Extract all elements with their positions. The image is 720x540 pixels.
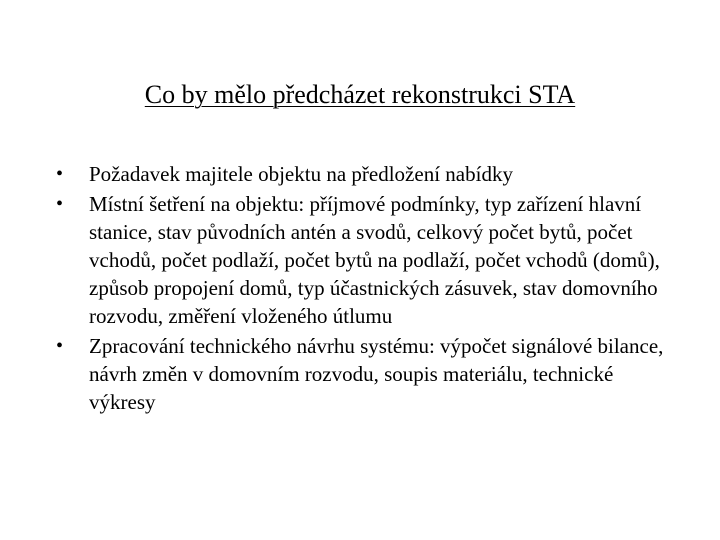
slide-title: Co by mělo předcházet rekonstrukci STA [144,80,576,109]
bullet-item-site-survey [56,190,666,330]
bullet-item-technical-design [56,332,666,416]
bullet-icon: • [56,163,64,185]
bullet-text: Místní šetření na objektu: příjmové podmínky, typ zařízení hlavní stanice, stav původních antén a svodů, celkový počet bytů, počet vchodů, počet podlaží, počet bytů na podlaží, počet vchodů (domů), způsob propojení domů, typ účastnických zásuvek, stav domovního rozvodu, změření vloženého útlumu [89,192,660,328]
bullet-icon: • [56,335,64,357]
bullet-text: Zpracování technického návrhu systému: výpočet signálové bilance, návrh změn v domovním rozvodu, soupis materiálu, technické výkresy [89,334,664,414]
bullet-list [56,160,666,418]
bullet-item-request [56,160,666,188]
bullet-icon: • [56,193,64,215]
bullet-text: Požadavek majitele objektu na předložení nabídky [89,162,513,186]
